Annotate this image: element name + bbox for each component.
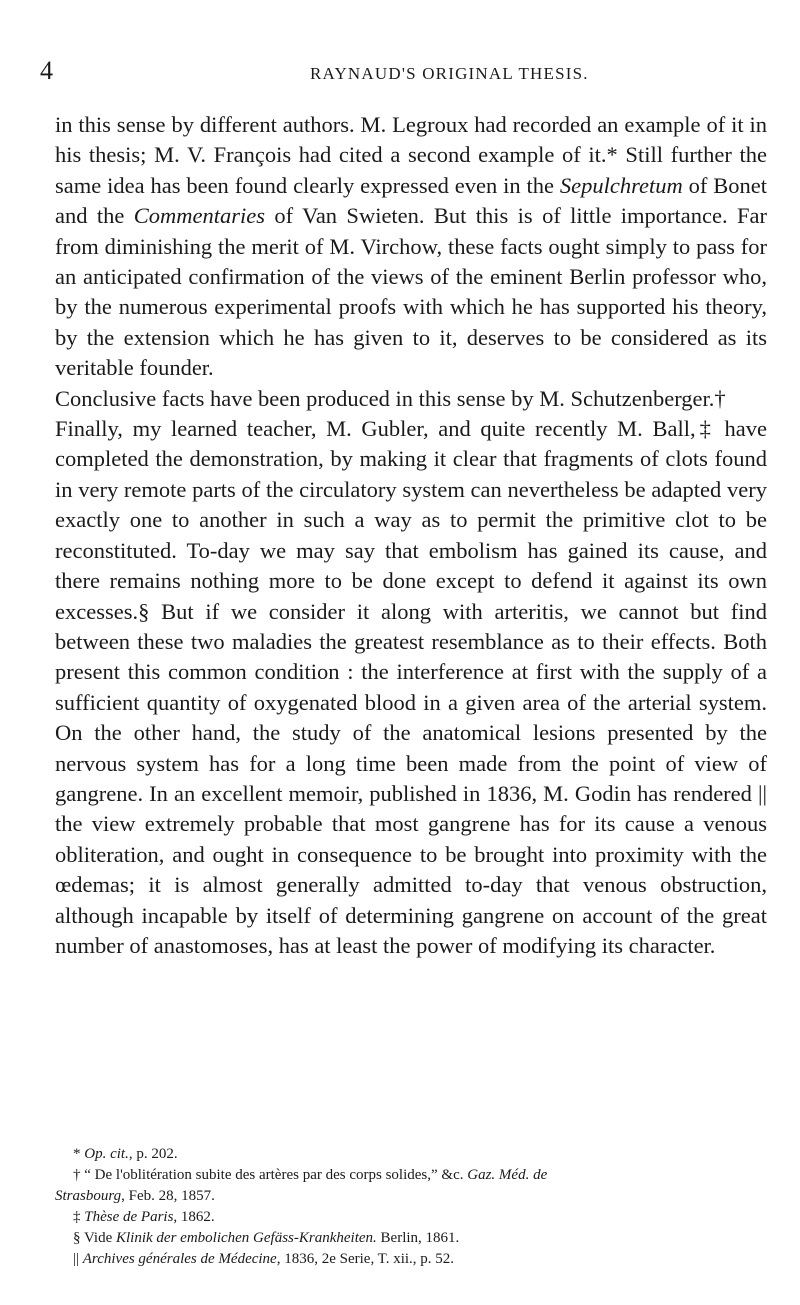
paragraph-1	[55, 110, 767, 384]
running-head: RAYNAUD'S ORIGINAL THESIS.	[310, 64, 589, 83]
page-number: 4	[40, 56, 53, 85]
footnote-2-continuation: Strasbourg, Feb. 28, 1857.	[55, 1188, 215, 1204]
footnote-4: § Vide Klinik der embolichen Gefäss-Krankheiten. Berlin, 1861.	[73, 1230, 460, 1246]
body-text	[55, 110, 767, 961]
commentaries-title: Commentaries	[133, 203, 265, 229]
paragraph-1-text-c: of Bonet and the	[55, 172, 767, 229]
footnote-2: † “ De l'oblitération subite des artères par des corps solides,” &c. Gaz. Méd. de	[73, 1167, 548, 1183]
page-header	[0, 56, 800, 86]
footnote-5: || Archives générales de Médecine, 1836, 2e Serie, T. xii., p. 52.	[73, 1251, 455, 1267]
paragraph-1-text-a: in this sense by different authors. M. Legroux had recorded an example of it in his thesis; M. V. François had cited a second example of it.* Still further the same idea has been found clearly expressed even in the	[55, 112, 767, 198]
sepulchretum-title: Sepulchretum	[559, 172, 683, 198]
footnotes	[55, 1144, 767, 1270]
paragraph-2: Conclusive facts have been produced in this sense by M. Schutzenberger.†	[55, 385, 726, 411]
paragraph-1-text-e: of Van Swieten. But this is of little importance. Far from diminishing the merit of M. Virchow, these facts ought simply to pass for an anticipated confirmation of the views of the eminent Berlin professor who, by the numerous experimental proofs with which he has supported his theory, by the extension which he has given to it, deserves to be considered as its veritable founder.	[55, 203, 767, 381]
footnote-3: ‡ Thèse de Paris, 1862.	[73, 1209, 215, 1225]
paragraph-3: Finally, my learned teacher, M. Gubler, and quite recently M. Ball,‡ have completed the demonstration, by making it clear that fragments of clots found in very remote parts of the circulatory system can nevertheless be adapted very exactly one to another in such a way as to permit the primitive clot to be reconstituted. To-day we may say that embolism has gained its cause, and there remains nothing more to be done except to defend it against its own excesses.§ But if we consider it along with arteritis, we cannot but find between these two maladies the greatest resemblance as to their effects. Both present this common condition : the interference at first with the supply of a sufficient quantity of oxygenated blood in a given area of the arterial system. On the other hand, the study of the anatomical lesions presented by the nervous system has for a long time been made from the point of view of gangrene. In an excellent memoir, published in 1836, M. Godin has rendered || the view extremely probable that most gangrene has for its cause a venous obliteration, and ought in consequence to be brought into proximity with the œdemas; it is almost generally admitted to-day that venous obstruction, although incapable by itself of determining gangrene on account of the great number of anastomoses, has at least the power of modifying its character.	[55, 416, 767, 958]
footnote-1: * Op. cit., p. 202.	[73, 1146, 178, 1162]
